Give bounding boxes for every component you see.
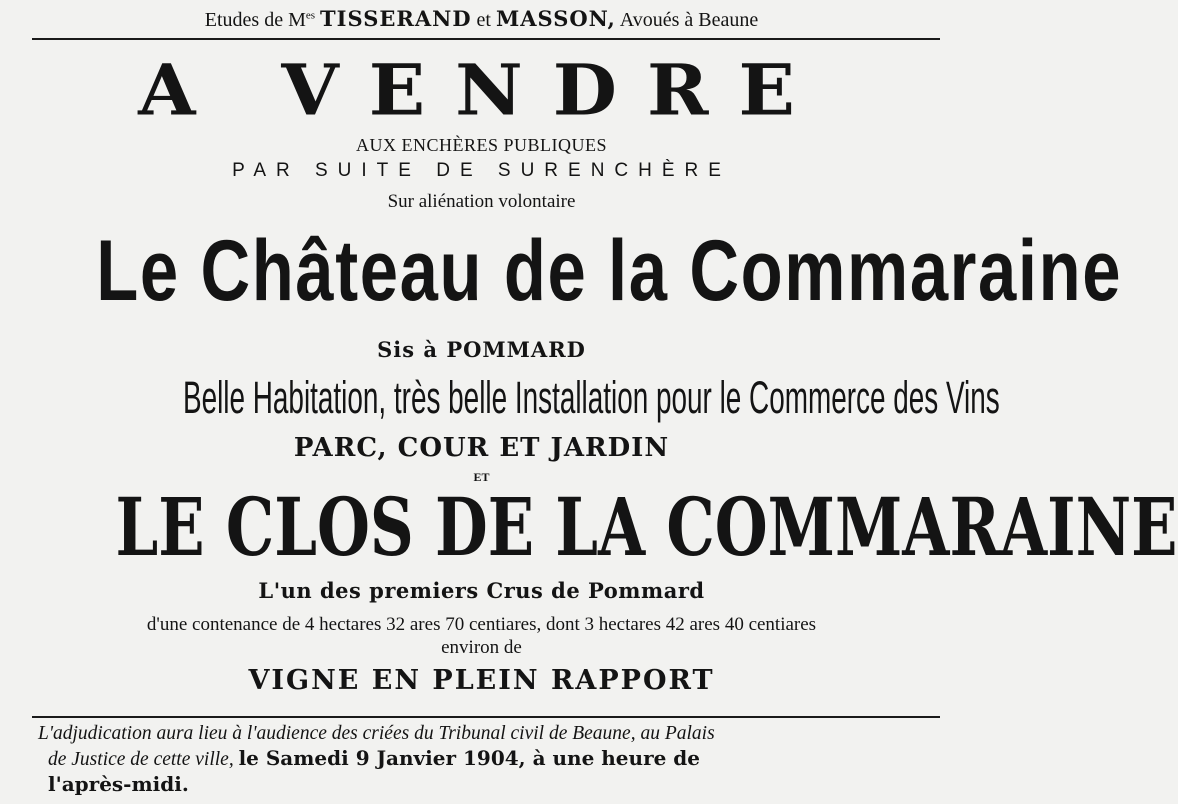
chateau-title: Le Château de la Commaraine: [96, 223, 1123, 319]
crus-line: L'un des premiers Crus de Pommard: [258, 578, 705, 603]
adjudication-rule: [32, 716, 940, 718]
conjunction: ET: [473, 470, 490, 484]
adjudication-time: l'après-midi.: [48, 772, 189, 796]
adjudication-italic-2: de Justice de cette ville,: [48, 749, 234, 770]
header-and: et: [476, 9, 491, 31]
header-name-2: MASSON,: [495, 6, 616, 31]
adjudication-date: le Samedi 9 Janvier 1904, à une heure de: [238, 746, 701, 770]
alienation-line: Sur aliénation volontaire: [387, 191, 576, 212]
surenchere-line: PAR SUITE DE SURENCHÈRE: [232, 160, 731, 181]
vigne-line: VIGNE EN PLEIN RAPPORT: [248, 665, 715, 696]
main-title: A VENDRE: [138, 50, 825, 132]
contenance-line: d'une contenance de 4 hectares 32 ares 70 centiares, dont 3 hectares 42 ares 40 centiares: [146, 614, 817, 635]
location-line: Sis à POMMARD: [377, 337, 586, 362]
adjudication-notice: [38, 722, 943, 796]
adjudication-line-1: L'adjudication aura lieu à l'audience des criées du Tribunal civil de Beaune, au Palais: [38, 723, 715, 744]
auction-line: AUX ENCHÈRES PUBLIQUES: [355, 135, 607, 155]
header-sup: es: [305, 9, 316, 22]
attorney-header: [0, 6, 963, 32]
clos-title: LE CLOS DE LA COMMARAINE: [115, 480, 1178, 574]
header-rule: [32, 38, 940, 40]
parc-line: PARC, COUR ET JARDIN: [293, 433, 670, 463]
header-suffix: Avoués à Beaune: [619, 9, 759, 31]
habitation-line: Belle Habitation, très belle Installation pour le Commerce des Vins: [182, 372, 1000, 423]
environ-line: environ de: [441, 637, 522, 658]
adjudication-line-2: [38, 746, 943, 772]
header-name-1: TISSERAND: [320, 6, 472, 31]
header-prefix: Etudes de M: [204, 9, 306, 31]
